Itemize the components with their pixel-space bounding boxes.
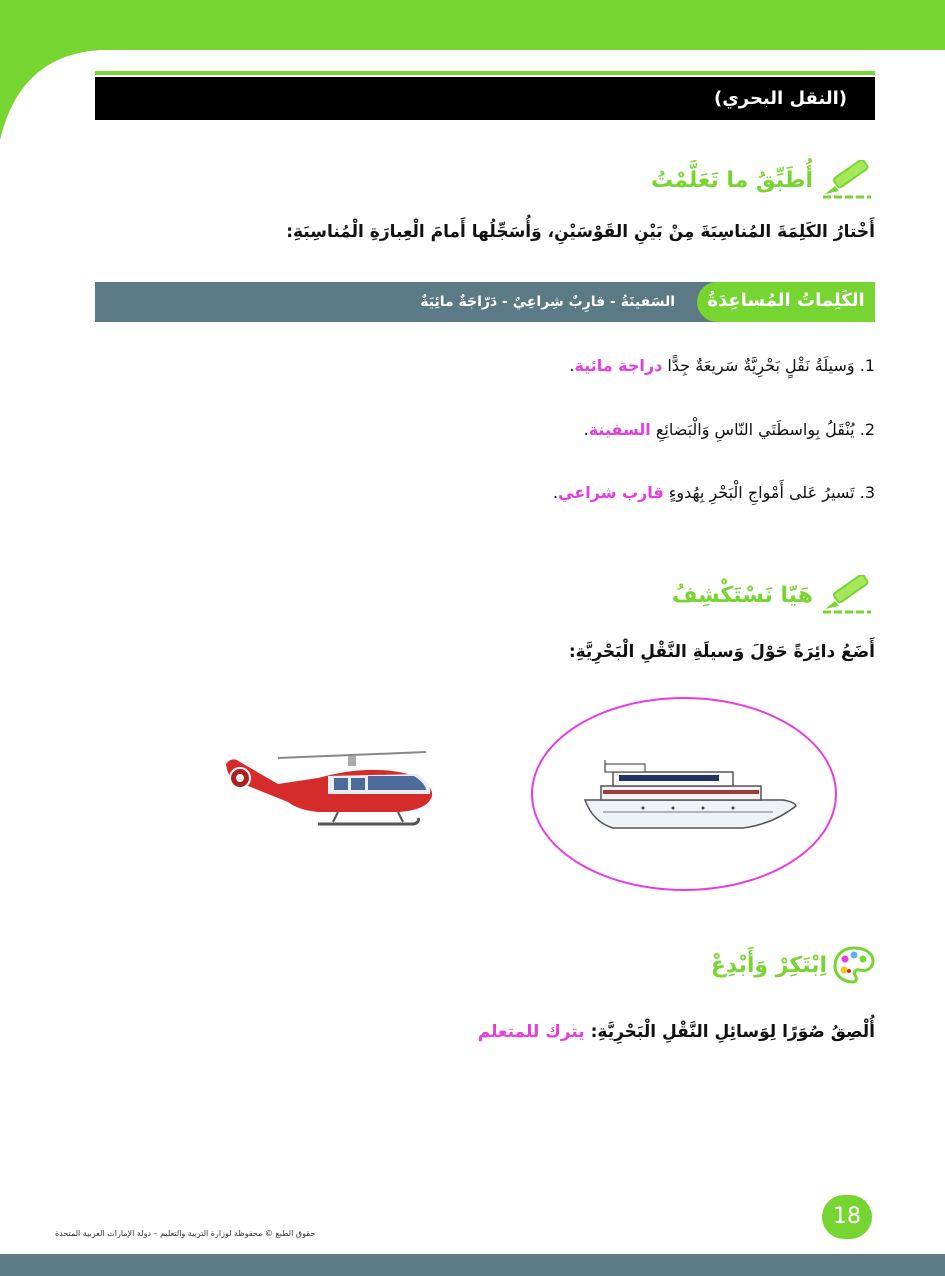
- copyright-text: حقوق الطبع © محفوظة لوزارة التربية والتعليم – دولة الإمارات العربية المتحدة: [55, 1229, 316, 1238]
- header-line: [95, 71, 875, 75]
- helper-words-label: الكَلِماتُ المُساعِدَةُ: [697, 282, 875, 322]
- palette-icon: [833, 945, 875, 985]
- answer-text: دراجة مائية: [574, 356, 663, 375]
- question-text: يُنْقَلُ بِواسطَتَي النّاسِ وَالْبَضائِعِ: [655, 420, 855, 439]
- question-3: [553, 483, 875, 502]
- ship-image[interactable]: [583, 760, 798, 830]
- section-explore-title: [672, 575, 875, 615]
- page-title: (النقل البحري): [714, 88, 847, 109]
- top-green-band: [0, 0, 945, 50]
- section-create-instruction: [478, 1022, 875, 1042]
- question-2: [584, 420, 875, 439]
- left-green-corner: [0, 0, 100, 1276]
- answer-text: السفينة: [588, 420, 651, 439]
- question-1: [569, 356, 875, 375]
- question-end: .: [569, 356, 575, 375]
- question-end: .: [583, 420, 589, 439]
- section-create-label: اِبْتَكِرْ وَأَبْدِعْ: [710, 952, 827, 978]
- section-explore-label: هَيّا نَسْتَكْشِفُ: [671, 582, 813, 608]
- question-number: 2.: [859, 420, 875, 439]
- section-apply-label: أُطَبِّقُ ما تَعَلَّمْتُ: [651, 167, 813, 193]
- section-create-answer: يترك للمتعلم: [477, 1022, 585, 1042]
- section-explore-instruction: أَضَعُ دائِرَةً حَوْلَ وَسيلَةِ النَّقْلِ الْبَحْرِيَّةِ:: [568, 642, 875, 662]
- section-apply-title: [651, 160, 875, 200]
- pencil-icon: [819, 575, 875, 615]
- section-create-text: أُلْصِقُ صُوَرًا لِوَسائِلِ النَّقْلِ الْبَحْرِيَّةِ:: [590, 1022, 875, 1042]
- answer-text: قارب شراعي: [558, 483, 664, 502]
- question-text: وَسيلَةُ نَقْلٍ بَحْرِيَّةٌ سَريعَةٌ جِدًّا: [667, 356, 855, 375]
- question-number: 1.: [859, 356, 875, 375]
- pencil-icon: [819, 160, 875, 200]
- helicopter-image[interactable]: [218, 748, 440, 830]
- header-bar: [95, 77, 875, 120]
- section-create-title: [711, 945, 875, 985]
- helper-words-list: السَفينَةُ - قارِبٌ شِراعِيٌ - دَرّاجَةٌ مائِيَةٌ: [420, 294, 675, 310]
- question-text: تَسيرُ عَلى أَمْواجِ الْبَحْرِ بِهُدوءٍ: [668, 483, 855, 502]
- question-number: 3.: [859, 483, 875, 502]
- question-end: .: [553, 483, 559, 502]
- bottom-bar: [0, 1254, 945, 1276]
- page-number: 18: [822, 1195, 872, 1239]
- section-apply-instruction: أَخْتارُ الكَلِمَةَ المُناسِبَةَ مِنْ بَيْنِ القَوْسَيْنِ، وَأُسَجِّلُها أَمامَ الْعِبارَةِ الْمُناسِبَةِ:: [286, 222, 875, 242]
